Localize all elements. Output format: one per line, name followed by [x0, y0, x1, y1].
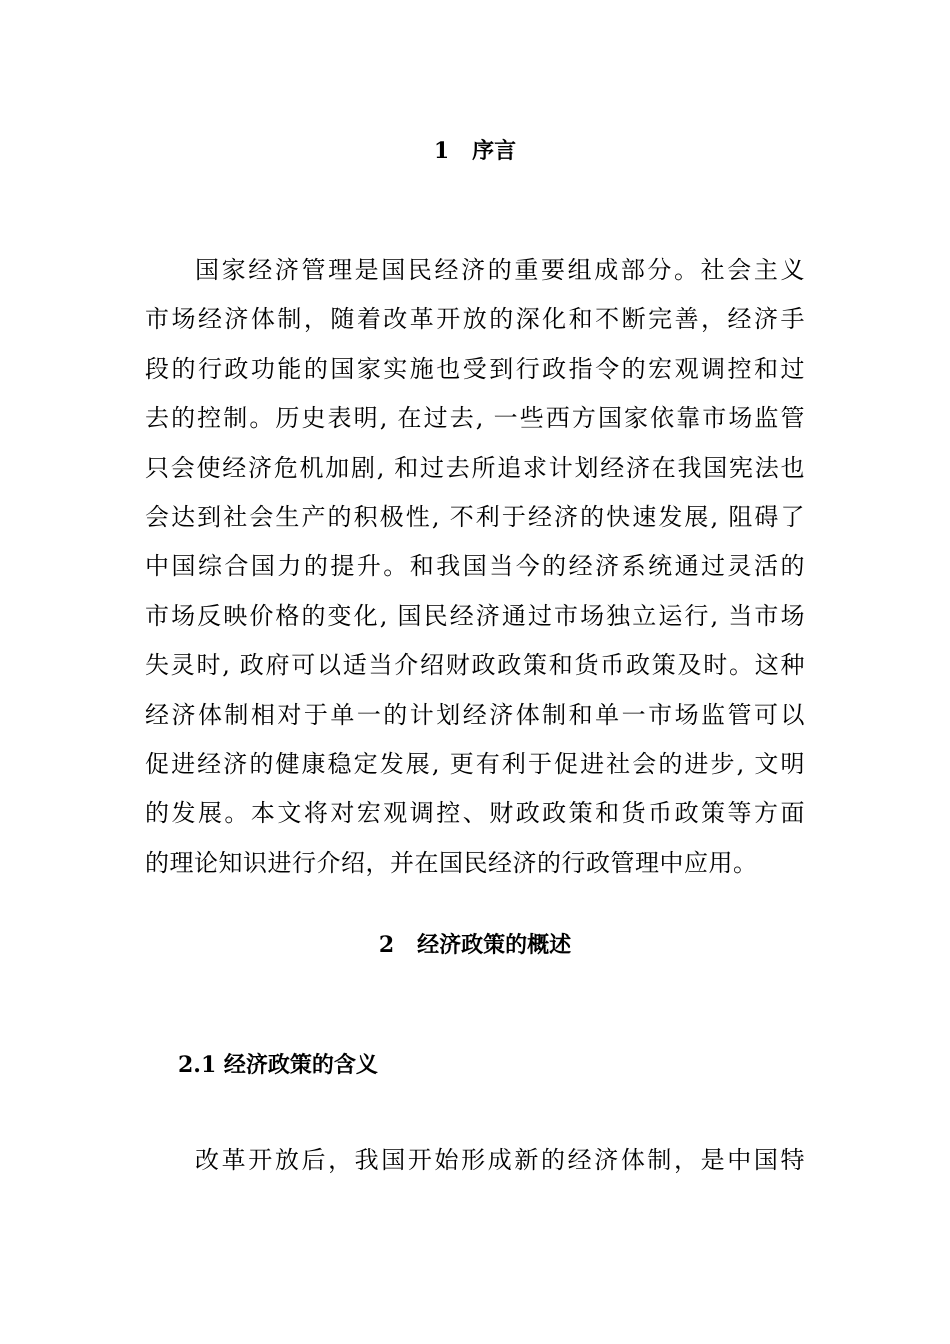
paragraph-line: 的发展。本文将对宏观调控、财政政策和货币政策等方面: [145, 799, 805, 828]
section-2-1-paragraph: [145, 1136, 805, 1185]
paragraph-line: 改革开放后，我国开始形成新的经济体制，是中国特: [195, 1146, 805, 1174]
paragraph-line: 市场经济体制，随着改革开放的深化和不断完善，经济手: [145, 305, 805, 334]
section-1-heading: 1 序言: [433, 138, 517, 164]
paragraph-line: 促进经济的健康稳定发展, 更有利于促进社会的进步, 文明: [145, 749, 805, 778]
paragraph-line: 国家经济管理是国民经济的重要组成部分。社会主义: [195, 256, 805, 284]
paragraph-line: 市场反映价格的变化, 国民经济通过市场独立运行, 当市场: [145, 601, 805, 630]
paragraph-line: 失灵时, 政府可以适当介绍财政政策和货币政策及时。这种: [145, 651, 805, 680]
paragraph-line: 中国综合国力的提升。和我国当今的经济系统通过灵活的: [145, 552, 805, 581]
paragraph-line: 经济体制相对于单一的计划经济体制和单一市场监管可以: [145, 700, 805, 729]
section-2-heading: 2 经济政策的概述: [378, 932, 572, 958]
paragraph-line: 会达到社会生产的积极性, 不利于经济的快速发展, 阻碍了: [145, 502, 805, 531]
paragraph-line: 只会使经济危机加剧, 和过去所追求计划经济在我国宪法也: [145, 453, 805, 482]
paragraph-line: 去的控制。历史表明, 在过去, 一些西方国家依靠市场监管: [145, 404, 805, 433]
section-2-1-heading: 2.1 经济政策的含义: [178, 1052, 378, 1078]
intro-paragraph: [145, 246, 805, 888]
paragraph-line: 的理论知识进行介绍，并在国民经济的行政管理中应用。: [145, 848, 758, 877]
paragraph-line: 段的行政功能的国家实施也受到行政指令的宏观调控和过: [145, 354, 805, 383]
